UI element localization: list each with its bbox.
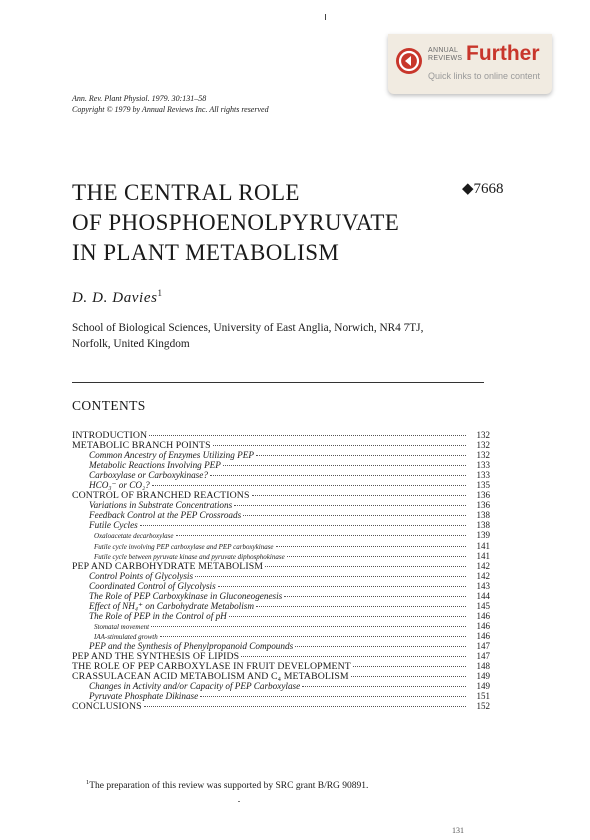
affiliation-line: School of Biological Sciences, University of East Anglia, Norwich, NR4 7TJ, xyxy=(72,322,424,334)
toc-entry-title: CONCLUSIONS xyxy=(72,701,142,713)
toc-entry-page: 147 xyxy=(476,640,490,651)
page-number: 131 xyxy=(452,826,464,835)
toc-dot-leader xyxy=(353,665,466,667)
toc-entry-title: Control Points of Glycolysis xyxy=(89,570,194,581)
author-name: D. D. Davies xyxy=(72,290,158,306)
badge-subtitle: Quick links to online content xyxy=(428,71,541,81)
contents-heading: CONTENTS xyxy=(72,398,146,413)
toc-entry[interactable] xyxy=(72,470,490,480)
toc-dot-leader xyxy=(229,615,466,617)
toc-entry[interactable] xyxy=(72,671,490,681)
toc-dot-leader xyxy=(210,474,466,476)
toc-entry-title: Common Ancestry of Enzymes Utilizing PEP xyxy=(89,450,254,461)
toc-entry[interactable] xyxy=(72,510,490,520)
toc-entry-page: 145 xyxy=(476,600,490,611)
toc-entry-title: HCO₃⁻ or CO₂? xyxy=(89,480,150,491)
toc-entry-title: CONTROL OF BRANCHED REACTIONS xyxy=(72,490,250,502)
toc-entry-title: METABOLIC BRANCH POINTS xyxy=(72,440,211,452)
toc-entry[interactable] xyxy=(72,701,490,711)
toc-entry[interactable] xyxy=(72,530,490,540)
footnote-text: The preparation of this review was supported by SRC grant B/RG 90891. xyxy=(89,781,369,792)
toc-entry-page: 148 xyxy=(476,661,490,672)
toc-entry-page: 152 xyxy=(476,701,490,712)
toc-dot-leader xyxy=(223,464,466,466)
toc-entry[interactable] xyxy=(72,641,490,651)
toc-entry[interactable] xyxy=(72,651,490,661)
toc-entry-page: 143 xyxy=(476,580,490,591)
toc-entry-page: 149 xyxy=(476,681,490,692)
toc-dot-leader xyxy=(200,695,466,697)
toc-entry-page: 133 xyxy=(476,470,490,481)
toc-entry[interactable] xyxy=(72,611,490,621)
toc-entry[interactable] xyxy=(72,661,490,671)
bottom-mark xyxy=(238,801,240,802)
toc-entry-title: IAA-stimulated growth xyxy=(94,632,158,641)
toc-entry-page: 133 xyxy=(476,460,490,471)
toc-entry[interactable] xyxy=(72,551,490,561)
toc-entry-title: Oxaloacetate decarboxylase xyxy=(94,532,174,541)
toc-entry-title: Metabolic Reactions Involving PEP xyxy=(89,460,221,471)
toc-dot-leader xyxy=(284,595,466,597)
author-byline xyxy=(72,288,163,307)
citation-line: Ann. Rev. Plant Physiol. 1979. 30:131–58 xyxy=(72,94,207,103)
toc-entry-title: Pyruvate Phosphate Dikinase xyxy=(89,691,199,702)
toc-entry[interactable] xyxy=(72,480,490,490)
toc-entry-page: 132 xyxy=(476,430,490,440)
title-line: OF PHOSPHOENOLPYRUVATE xyxy=(72,210,400,235)
toc-entry[interactable] xyxy=(72,601,490,611)
toc-entry[interactable] xyxy=(72,500,490,510)
toc-dot-leader xyxy=(176,534,467,536)
toc-entry-title: Changes in Activity and/or Capacity of PEP Carboxylase xyxy=(89,681,301,692)
toc-entry-page: 139 xyxy=(476,530,490,541)
toc-entry-title: The Role of PEP Carboxykinase in Gluconeogenesis xyxy=(89,590,283,601)
toc-entry[interactable] xyxy=(72,581,490,591)
toc-entry-page: 135 xyxy=(476,480,490,491)
toc-dot-leader xyxy=(149,434,466,436)
toc-entry-title: The Role of PEP in the Control of pH xyxy=(89,610,227,621)
toc-dot-leader xyxy=(287,555,466,557)
toc-entry[interactable] xyxy=(72,681,490,691)
toc-entry[interactable] xyxy=(72,561,490,571)
toc-entry-page: 146 xyxy=(476,630,490,641)
toc-entry-page: 141 xyxy=(476,550,490,561)
toc-entry-page: 141 xyxy=(476,540,490,551)
horizontal-rule xyxy=(72,382,484,383)
toc-entry-page: 147 xyxy=(476,651,490,662)
toc-dot-leader xyxy=(241,655,466,657)
toc-dot-leader xyxy=(140,524,466,526)
toc-dot-leader xyxy=(265,565,466,567)
toc-dot-leader xyxy=(302,685,466,687)
toc-dot-leader xyxy=(295,645,466,647)
toc-entry-title: Feedback Control at the PEP Crossroads xyxy=(89,510,242,521)
toc-entry[interactable] xyxy=(72,621,490,631)
toc-entry-title: Coordinated Control of Glycolysis xyxy=(89,580,216,591)
article-title xyxy=(72,178,399,268)
toc-dot-leader xyxy=(160,635,466,637)
toc-entry-title: Effect of NH₄⁺ on Carbohydrate Metabolism xyxy=(89,600,254,611)
annual-reviews-logo-icon xyxy=(396,48,422,74)
toc-dot-leader xyxy=(213,444,466,446)
toc-entry-page: 132 xyxy=(476,440,490,451)
toc-entry[interactable] xyxy=(72,460,490,470)
toc-entry[interactable] xyxy=(72,430,490,440)
toc-entry[interactable] xyxy=(72,440,490,450)
toc-dot-leader xyxy=(218,585,466,587)
toc-dot-leader xyxy=(152,484,466,486)
top-mark xyxy=(325,14,326,20)
toc-dot-leader xyxy=(234,504,466,506)
toc-entry-page: 138 xyxy=(476,520,490,531)
toc-entry-title: PEP AND THE SYNTHESIS OF LIPIDS xyxy=(72,651,240,663)
toc-entry-title: THE ROLE OF PEP CARBOXYLASE IN FRUIT DEVELOPMENT xyxy=(72,661,351,673)
toc-entry-page: 142 xyxy=(476,570,490,581)
toc-dot-leader xyxy=(276,545,466,547)
table-of-contents xyxy=(72,430,490,711)
toc-dot-leader xyxy=(256,605,466,607)
toc-dot-leader xyxy=(252,494,466,496)
toc-dot-leader xyxy=(351,675,466,677)
toc-entry-page: 138 xyxy=(476,510,490,521)
toc-entry[interactable] xyxy=(72,631,490,641)
toc-entry-page: 151 xyxy=(476,691,490,702)
toc-dot-leader xyxy=(256,454,466,456)
author-footnote-mark: 1 xyxy=(157,288,163,298)
toc-entry-title: CRASSULACEAN ACID METABOLISM AND C₄ METABOLISM xyxy=(72,671,349,683)
title-line: THE CENTRAL ROLE xyxy=(72,180,300,205)
toc-entry[interactable] xyxy=(72,571,490,581)
toc-entry-page: 146 xyxy=(476,620,490,631)
author-affiliation xyxy=(72,320,423,352)
toc-dot-leader xyxy=(144,705,466,707)
toc-entry[interactable] xyxy=(72,490,490,500)
toc-entry-page: 144 xyxy=(476,590,490,601)
toc-entry-title: Variations in Substrate Concentrations xyxy=(89,500,233,511)
toc-entry[interactable] xyxy=(72,591,490,601)
footnote-mark: 1 xyxy=(86,779,90,786)
badge-further-label: Further xyxy=(466,42,540,65)
toc-entry[interactable] xyxy=(72,450,490,460)
toc-entry-title: INTRODUCTION xyxy=(72,430,148,441)
document-number: ◆7668 xyxy=(462,181,504,197)
toc-entry-title: Stomatal movement xyxy=(94,622,150,631)
toc-entry-title: Futile Cycles xyxy=(89,520,138,531)
badge-annual-reviews: ANNUAL REVIEWS xyxy=(428,47,463,62)
toc-entry-title: Futile cycle between pyruvate kinase and pyruvate diphosphokinase xyxy=(94,552,285,561)
toc-entry-title: PEP and the Synthesis of Phenylpropanoid Compounds xyxy=(89,640,294,651)
toc-dot-leader xyxy=(195,575,466,577)
toc-entry-page: 132 xyxy=(476,450,490,461)
toc-entry-page: 149 xyxy=(476,671,490,682)
copyright-line: Copyright © 1979 by Annual Reviews Inc. All rights reserved xyxy=(72,105,269,114)
toc-dot-leader xyxy=(151,625,466,627)
further-badge[interactable] xyxy=(388,34,552,94)
journal-citation xyxy=(72,93,269,115)
toc-entry-title: Carboxylase or Carboxykinase? xyxy=(89,470,208,481)
toc-entry-title: Futile cycle involving PEP carboxylase and PEP carboxykinase xyxy=(94,542,274,551)
toc-entry-page: 142 xyxy=(476,560,490,571)
toc-entry-page: 136 xyxy=(476,500,490,511)
toc-entry[interactable] xyxy=(72,520,490,530)
footnote xyxy=(86,779,368,791)
affiliation-line: Norfolk, United Kingdom xyxy=(72,338,190,350)
title-line: IN PLANT METABOLISM xyxy=(72,240,340,265)
toc-entry[interactable] xyxy=(72,541,490,551)
toc-entry-page: 146 xyxy=(476,610,490,621)
toc-dot-leader xyxy=(243,514,466,516)
toc-entry[interactable] xyxy=(72,691,490,701)
toc-entry-page: 136 xyxy=(476,490,490,501)
toc-entry-title: PEP AND CARBOHYDRATE METABOLISM xyxy=(72,560,264,572)
